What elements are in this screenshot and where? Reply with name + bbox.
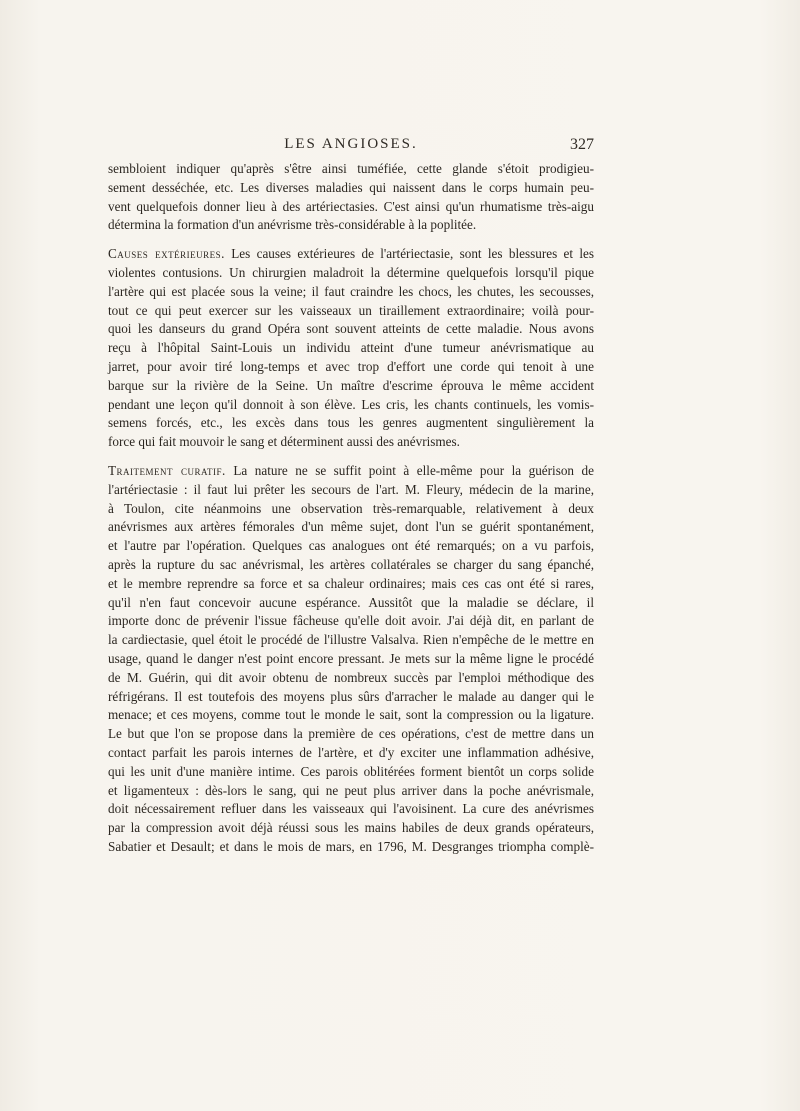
text-line: violentes contusions. Un chirurgien maladroit la détermine quelquefois lorsqu'il pique (108, 264, 594, 280)
text-line: reçu à l'hôpital Saint-Louis un individu atteint d'une tumeur anévrismatique au (108, 340, 594, 356)
text-line: anévrismes aux artères fémorales d'un même sujet, dont l'un se guérit spontanément, (108, 519, 594, 535)
paragraph-spacer (108, 235, 594, 245)
text-line: contact parfait les parois internes de l'artère, et d'y exciter une inflammation adhésive, (108, 744, 594, 760)
running-title: LES ANGIOSES. (284, 136, 418, 152)
body-text (108, 160, 594, 857)
text-line: l'artériectasie : il faut lui prêter les secours de l'art. M. Fleury, médecin de la marine, (108, 481, 594, 497)
text-line: Le but que l'on se propose dans la première de ces opérations, c'est de mettre dans un (108, 726, 594, 742)
text-line: détermina la formation d'un anévrisme très-considérable à la poplitée. (108, 217, 477, 233)
text-line: force qui fait mouvoir le sang et déterminent aussi des anévrismes. (108, 434, 460, 450)
text-line: doit nécessairement refluer dans les vaisseaux qui l'avoisinent. La cure des anévrismes (108, 801, 594, 817)
text-line: semens forcés, etc., les excès dans tous les genres augmentent singulièrement la (108, 415, 594, 431)
text-line: et ligamenteux : dès-lors le sang, qui ne peut plus arriver dans la poche anévrismale, (108, 782, 594, 798)
text-line: par la compression avoit déjà réussi sous les mains habiles de deux grands opérateurs, (108, 820, 594, 836)
text-line: barque sur la rivière de la Seine. Un maître d'escrime éprouva le même accident (108, 377, 594, 393)
text-line: quoi les danseurs du grand Opéra sont souvent atteints de cette maladie. Nous avons (108, 321, 594, 337)
text-line: de M. Guérin, qui dit avoir obtenu de nombreux succès par l'emploi méthodique des (108, 669, 594, 685)
paragraph-1 (108, 160, 594, 235)
text-line: qui les unit d'une manière intime. Ces parois oblitérées forment bientôt un corps solide (108, 763, 594, 779)
text-line: tout ce qui peut exercer sur les vaisseaux un tiraillement extraordinaire; voilà pour- (108, 302, 594, 318)
text-line: réfrigérans. Il est toutefois des moyens plus sûrs d'arracher le malade au danger qui le (108, 688, 594, 704)
text-line: et l'autre par l'opération. Quelques cas analogues ont été remarqués; on a vu parfois, (108, 538, 594, 554)
text-line: vent quelquefois donner lieu à des artériectasies. C'est ainsi qu'un rhumatisme très-aigu (108, 198, 594, 214)
text-line: importe donc de prévenir l'issue fâcheuse qu'elle doit avoir. J'ai déjà dit, en parlant de (108, 613, 594, 629)
section-heading-causes: Causes extérieures. (108, 246, 225, 262)
text-line: qu'il n'en faut concevoir aucune espérance. Aussitôt que la maladie se déclare, il (108, 594, 594, 610)
text-line: après la rupture du sac anévrismal, les artères collatérales se charger du sang épanché, (108, 556, 594, 572)
section-heading-traitement: Traitement curatif. (108, 462, 226, 478)
text-line: jarret, pour avoir tiré long-temps et avec trop d'effort une corde qui tenoit à une (108, 358, 594, 374)
paragraph-spacer (108, 452, 594, 462)
paragraph-causes-exterieures (108, 245, 594, 452)
text-line: usage, quand le danger n'est point encore pressant. Je mets sur la même ligne le procédé (108, 650, 594, 666)
text-line: pendant une leçon qu'il donnoit à son élève. Les cris, les chants continuels, les vomis- (108, 396, 594, 412)
text-line: l'artère qui est placée sous la veine; il faut craindre les chocs, les chutes, les secousses, (108, 283, 594, 299)
text-line: Les causes extérieures de l'artériectasie, sont les blessures et les (224, 246, 594, 262)
running-head (108, 136, 594, 158)
text-line: et le membre reprendre sa force et sa chaleur ordinaires; mais ces cas ont été si rares, (108, 575, 594, 591)
text-line-with-heading (108, 462, 594, 481)
text-line: sement desséchée, etc. Les diverses maladies qui naissent dans le corps humain peu- (108, 179, 594, 195)
text-line-with-heading (108, 245, 594, 264)
text-line: à Toulon, cite néanmoins une observation très-remarquable, relativement à deux (108, 500, 594, 516)
text-line: la cardiectasie, quel étoit le procédé de l'illustre Valsalva. Rien n'empêche de le mettre en (108, 632, 594, 648)
page-number: 327 (570, 136, 594, 153)
text-line: menace; et ces moyens, comme tout le monde le sait, sont la compression ou la ligature. (108, 707, 594, 723)
text-line: La nature ne se suffit point à elle-même pour la guérison de (225, 462, 594, 478)
text-line: Sabatier et Desault; et dans le mois de mars, en 1796, M. Desgranges triompha complè- (108, 838, 594, 854)
text-line: sembloient indiquer qu'après s'être ainsi tuméfiée, cette glande s'étoit prodigieu- (108, 161, 594, 176)
paragraph-traitement-curatif (108, 462, 594, 857)
